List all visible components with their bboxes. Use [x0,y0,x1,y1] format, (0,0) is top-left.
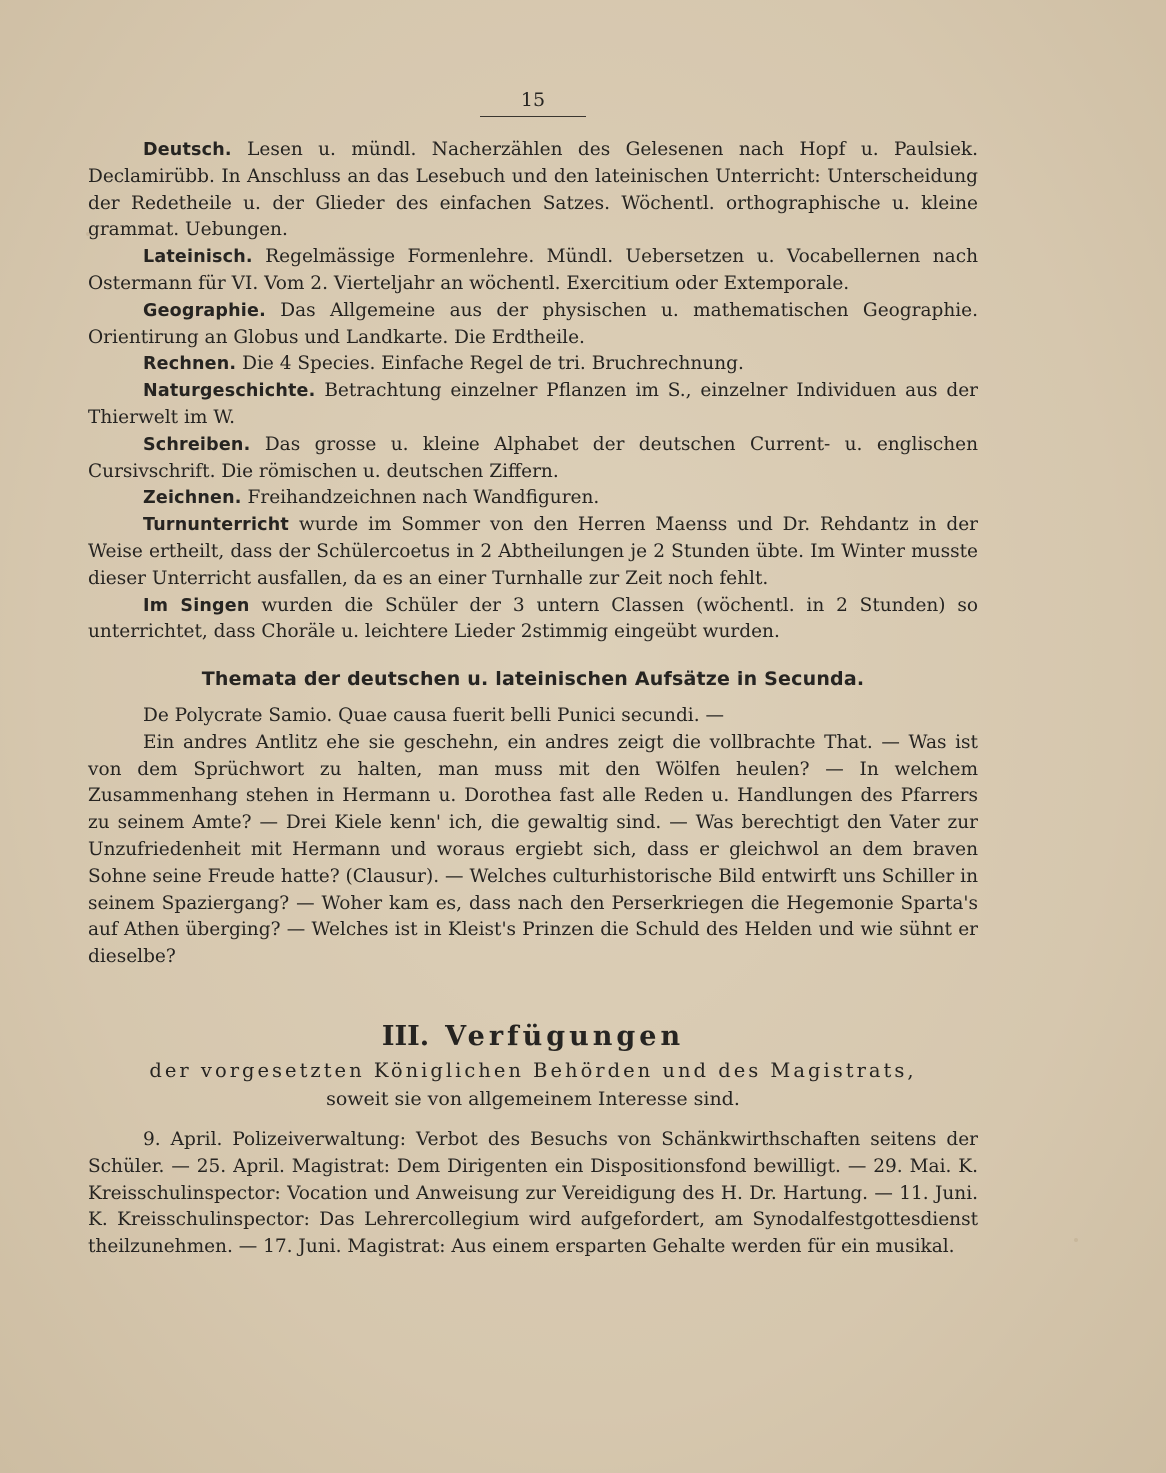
subject-label: Turnunterricht [143,515,289,536]
section-subtitle: der vorgesetzten Königlichen Behörden und des Magistrats, [149,1058,917,1082]
subject-paragraph [88,378,978,432]
subject-label: Lateinisch. [143,247,253,268]
subject-paragraph [88,351,978,378]
subject-label: Deutsch. [143,140,232,160]
themata-heading: Themata der deutschen u. lateinischen Aufsätze in Secunda. [201,668,865,691]
subject-paragraph [88,244,978,298]
subject-text: Lesen u. mündl. Nacherzählen des Gelesenen nach Hopf u. Paulsiek. Declamirübb. In Anschluss an das Lesebuch und den lateinischen Unterricht: Unterscheidung der Redetheile u. der Glieder des einfachen Satzes. Wöchentl. orthographische u. kleine grammat. Uebungen. [88,139,978,241]
subject-text: Betrachtung einzelner Pflanzen im S., einzelner Individuen aus der Thierwelt im W. [88,380,979,428]
page-content [88,88,978,1261]
subject-text: Das Allgemeine aus der physischen u. mathematischen Geographie. Orientirung an Globus und Landkarte. Die Erdtheile. [88,299,978,348]
page-number-text: 15 [520,89,546,111]
subject-text: wurde im Sommer von den Herren Maenss und Dr. Rehdantz in der Weise ertheilt, dass der Schülercoetus in 2 Abtheilungen je 2 Stunden übte. Im Winter musste dieser Unterricht ausfallen, da es an einer Turnhalle zur Zeit noch fehlt. [88,514,978,589]
subject-paragraph [88,485,978,512]
subject-paragraph [88,512,978,592]
section-subtitle-2: soweit sie von allgemeinem Interesse sind. [326,1087,740,1110]
themata-latin: De Polycrate Samio. Quae causa fuerit belli Punici secundi. — [143,704,724,726]
subject-label: Naturgeschichte. [143,381,316,402]
section-body: 9. April. Polizeiverwaltung: Verbot des Besuchs von Schänkwirthschaften seitens der Schüler. — 25. April. Magistrat: Dem Dirigenten ein Dispositionsfond bewilligt. — 29. Mai. K. Kreisschulinspector: Vocation und Anweisung zur Vereidigung des H. Dr. Hartung. — 11. Juni. K. Kreisschulinspector: Das Lehrercollegium wird aufgefordert, am Synodalfestgottesdienst theilzunehmen. — 17. Juni. Magistrat: Aus einem ersparten Gehalte werden für ein musikal. [88,1128,978,1258]
subject-label: Schreiben. [143,434,251,455]
subject-paragraph [88,593,978,647]
subject-label: Rechnen. [143,354,237,375]
subject-text: Freihandzeichnen nach Wandfiguren. [247,487,600,509]
subject-paragraph [88,298,978,352]
subject-text: Das grosse u. kleine Alphabet der deutschen Current- u. englischen Cursivschrift. Die römischen u. deutschen Ziffern. [88,433,978,482]
section-title [88,1019,978,1055]
subject-label: Zeichnen. [143,488,242,509]
subject-label: Im Singen [143,595,250,616]
subject-text: Regelmässige Formenlehre. Mündl. Uebersetzen u. Vocabellernen nach Ostermann für VI. Vom 2. Vierteljahr an wöchentl. Exercitium oder Extemporale. [88,246,978,294]
themata-german: Ein andres Antlitz ehe sie geschehn, ein andres zeigt die vollbrachte That. — Was ist von dem Sprüchwort zu halten, man muss mit den Wölfen heulen? — In welchem Zusammenhang stehen in Hermann u. Dorothea fast alle Reden u. Handlungen des Pfarrers zu seinem Amte? — Drei Kiele kenn' ich, die gewaltig sind. — Was berechtigt den Vater zur Unzufriedenheit mit Hermann und woraus ergiebt sich, dass er gleichwol an dem braven Sohne seine Freude hatte? (Clausur). — Welches culturhistorische Bild entwirft uns Schiller in seinem Spaziergang? — Woher kam es, dass nach den Perserkriegen die Hegemonie Sparta's auf Athen überging? — Welches ist in Kleist's Prinzen die Schuld des Helden und wie sühnt er dieselbe? [88,731,978,968]
subject-label: Geographie. [143,300,266,321]
subject-paragraph [88,137,978,244]
page-number [88,88,978,117]
subject-text: wurden die Schüler der 3 untern Classen (wöchentl. in 2 Stunden) so unterrichtet, dass Choräle u. leichtere Lieder 2stimmig eingeübt wurden. [88,594,978,643]
section-numeral: III. [381,1020,430,1052]
page-number-rule [480,116,586,117]
subject-paragraph [88,432,978,486]
subject-text: Die 4 Species. Einfache Regel de tri. Bruchrechnung. [242,353,744,375]
paper-stain [1074,1238,1078,1242]
section-title-text: Verfügungen [445,1020,685,1052]
